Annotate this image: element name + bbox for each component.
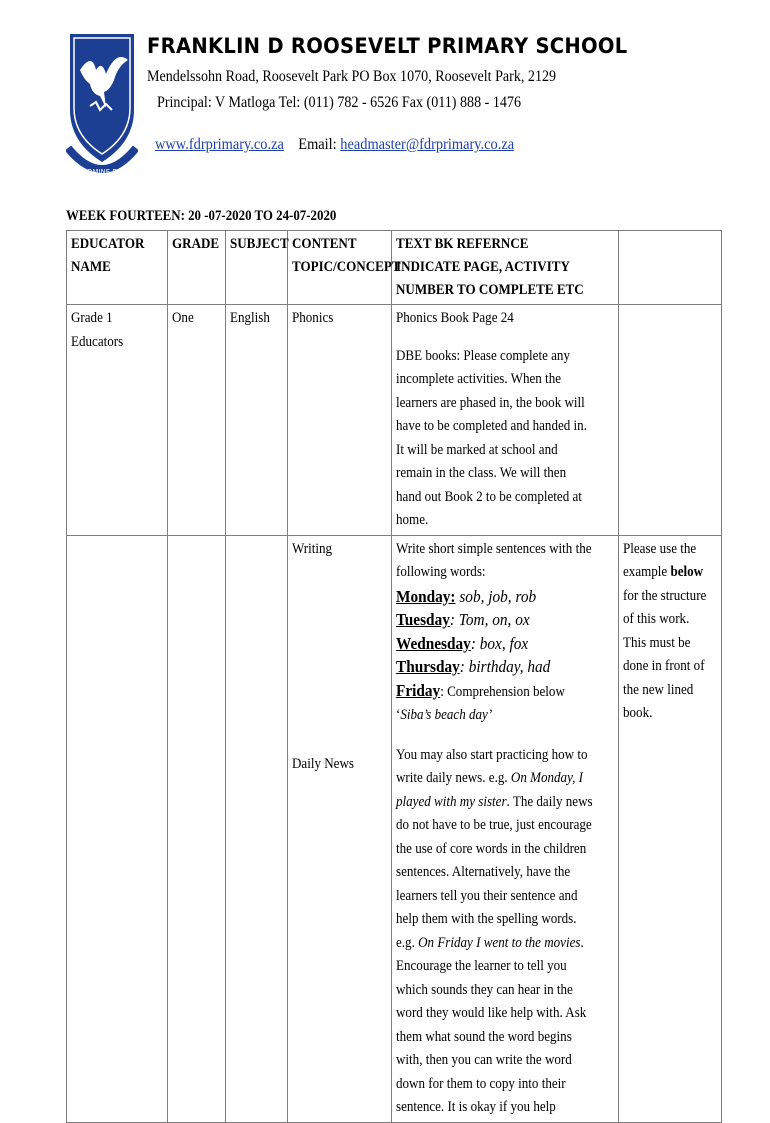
cell-grade-empty xyxy=(168,535,226,1122)
cell-notes-empty xyxy=(619,305,722,536)
cell-reference-writing-news: Write short simple sentences with the following words: Monday: sob, job, rob Tuesday: Tom, on, ox Wednesday: box, fox Thursday: birthday, had Friday: Comprehension below ‘Siba’s beach day’ You may also start practicing how to write daily news. e.g. On Monday, I played with my sister. The daily news do not have to be true, just encourage the use of core words in the children sentences. Alternatively, have the learners tell you their sentence and help them with the spelling words. e.g. On Friday I went to the movies. Encourage the learner to tell you which sounds they can hear in the word they would like help with. Ask them what sound the word begins with, then you can write the word down for them to copy into their sentence. It is okay if you help xyxy=(392,535,619,1122)
header-notes xyxy=(619,231,722,305)
day-line: Wednesday: box, fox xyxy=(396,633,529,653)
cell-notes-writing: Please use the example below for the structure of this work. This must be done in front of the new lined book. xyxy=(619,535,722,1122)
header-subject: SUBJECT xyxy=(226,231,288,305)
friday-line: Friday: Comprehension below ‘Siba’s beach day’ xyxy=(396,680,565,723)
school-address: Mendelssohn Road, Roosevelt Park PO Box 1070, Roosevelt Park, 2129 xyxy=(147,68,557,85)
table-row xyxy=(67,305,722,536)
header-topic: CONTENT TOPIC/CONCEPT xyxy=(288,231,392,305)
crest-motto: SIT NOMINE DIGNA xyxy=(68,168,136,176)
cell-subject-empty xyxy=(226,535,288,1122)
contact-links xyxy=(155,136,514,154)
day-line: Tuesday: Tom, on, ox xyxy=(396,610,530,629)
email-label: Email: xyxy=(298,136,341,153)
week-title: WEEK FOURTEEN: 20 -07-2020 TO 24-07-2020 xyxy=(66,208,337,224)
table-header-row xyxy=(67,231,722,305)
website-link[interactable]: www.fdrprimary.co.za xyxy=(155,136,284,153)
cell-reference-phonics: Phonics Book Page 24 DBE books: Please complete any incomplete activities. When the learners are phased in, the book will have to be completed and handed in. It will be marked at school and remain in the class. We will then hand out Book 2 to be completed at home. xyxy=(392,305,619,536)
lesson-plan-table xyxy=(66,230,722,1123)
cell-grade: One xyxy=(168,305,226,536)
cell-topic-phonics: Phonics xyxy=(288,305,392,536)
table-row xyxy=(67,535,722,1122)
principal-contact: Principal: V Matloga Tel: (011) 782 - 6526 Fax (011) 888 - 1476 xyxy=(157,94,522,111)
cell-subject: English xyxy=(226,305,288,536)
daily-news-text: You may also start practicing how to write daily news. e.g. On Monday, I played with my sister. The daily news do not have to be true, just encourage the use of core words in the children sentences. Alternatively, have the learners tell you their sentence and help them with the spelling words. e.g. On Friday I went to the movies. Encourage the learner to tell you which sounds they can hear in the word they would like help with. Ask them what sound the word begins with, then you can write the word down for them to copy into their sentence. It is okay if you help xyxy=(396,746,593,1115)
header-educator: EDUCATOR NAME xyxy=(67,231,168,305)
header-reference: TEXT BK REFERNCE INDICATE PAGE, ACTIVITY NUMBER TO COMPLETE ETC xyxy=(392,231,619,305)
header-grade: GRADE xyxy=(168,231,226,305)
cell-topic-writing-news: Writing Daily News xyxy=(288,535,392,1122)
cell-educator-empty xyxy=(67,535,168,1122)
day-line: Monday: sob, job, rob xyxy=(396,586,537,606)
school-crest-logo xyxy=(66,30,138,180)
cell-educator: Grade 1 Educators xyxy=(67,305,168,536)
email-link[interactable]: headmaster@fdrprimary.co.za xyxy=(340,136,515,153)
day-line: Thursday: birthday, had xyxy=(396,657,551,676)
school-name: FRANKLIN D ROOSEVELT PRIMARY SCHOOL xyxy=(147,34,628,58)
